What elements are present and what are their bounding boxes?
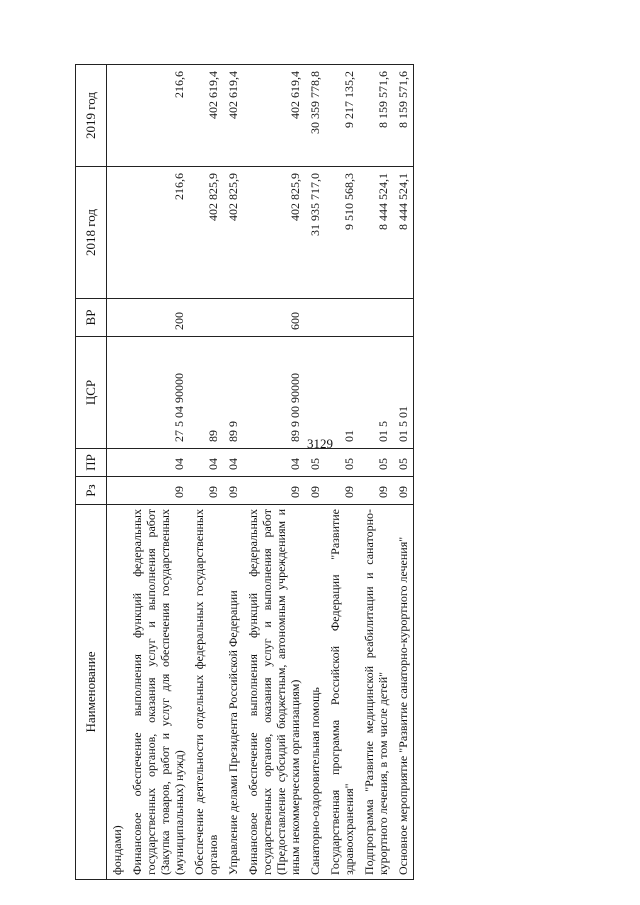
- cell-name: Государственная программа Российской Федерации "Развитие здравоохранения": [325, 505, 359, 880]
- cell-2019: 216,6: [127, 65, 189, 167]
- cell-pr: 05: [305, 449, 325, 477]
- header-pr: ПР: [76, 449, 107, 477]
- cell-rz: 09: [189, 477, 223, 505]
- cell-name: Основное мероприятие "Развитие санаторно-курортного лечения": [393, 505, 414, 880]
- cell-csr: 89 9: [223, 337, 243, 449]
- header-vr: ВР: [76, 299, 107, 337]
- table-header-row: [76, 65, 107, 880]
- cell-vr: 200: [127, 299, 189, 337]
- cell-name: фондами): [107, 505, 128, 880]
- header-rz: Рз: [76, 477, 107, 505]
- cell-csr: 89 9 00 90000: [243, 337, 305, 449]
- cell-csr: 01 5: [359, 337, 393, 449]
- cell-vr: [107, 299, 128, 337]
- cell-pr: 04: [223, 449, 243, 477]
- cell-pr: [107, 449, 128, 477]
- table-row: [325, 65, 359, 880]
- cell-rz: 09: [325, 477, 359, 505]
- table-row: [305, 65, 325, 880]
- header-2019: 2019 год: [76, 65, 107, 167]
- cell-vr: [189, 299, 223, 337]
- header-name: Наименование: [76, 505, 107, 880]
- cell-rz: 09: [223, 477, 243, 505]
- cell-rz: 09: [305, 477, 325, 505]
- cell-2019: 30 359 778,8: [305, 65, 325, 167]
- cell-vr: [393, 299, 414, 337]
- cell-rz: 09: [393, 477, 414, 505]
- cell-csr: [305, 337, 325, 449]
- cell-vr: 600: [243, 299, 305, 337]
- table-row: [359, 65, 393, 880]
- table-row: [189, 65, 223, 880]
- cell-csr: 27 5 04 90000: [127, 337, 189, 449]
- budget-table: [75, 64, 414, 880]
- cell-pr: 05: [325, 449, 359, 477]
- cell-rz: 09: [359, 477, 393, 505]
- cell-pr: 04: [189, 449, 223, 477]
- table-row: [127, 65, 189, 880]
- cell-vr: [305, 299, 325, 337]
- cell-name: Санаторно-оздоровительная помощь: [305, 505, 325, 880]
- cell-rz: 09: [243, 477, 305, 505]
- cell-name: Управление делами Президента Российской Федерации: [223, 505, 243, 880]
- cell-rz: 09: [127, 477, 189, 505]
- cell-csr: 01: [325, 337, 359, 449]
- cell-rz: [107, 477, 128, 505]
- table-row: [223, 65, 243, 880]
- cell-name: Финансовое обеспечение выполнения функций федеральных государственных органов, оказания услуг и выполнения работ (Предоставление субсидий бюджетным, автономным учреждениям и иным некоммерческим организациям): [243, 505, 305, 880]
- cell-2018: 8 444 524,1: [359, 167, 393, 299]
- cell-2018: 8 444 524,1: [393, 167, 414, 299]
- cell-2018: 402 825,9: [223, 167, 243, 299]
- cell-2019: [107, 65, 128, 167]
- page-number: 3129: [307, 436, 333, 451]
- cell-pr: 04: [243, 449, 305, 477]
- cell-vr: [223, 299, 243, 337]
- cell-2018: 216,6: [127, 167, 189, 299]
- cell-csr: [107, 337, 128, 449]
- table-row: [107, 65, 128, 880]
- cell-2018: 9 510 568,3: [325, 167, 359, 299]
- cell-2018: 31 935 717,0: [305, 167, 325, 299]
- cell-2018: [107, 167, 128, 299]
- cell-2018: 402 825,9: [243, 167, 305, 299]
- cell-pr: 05: [393, 449, 414, 477]
- cell-2019: 402 619,4: [243, 65, 305, 167]
- cell-name: Обеспечение деятельности отдельных федеральных государственных органов: [189, 505, 223, 880]
- cell-2019: 8 159 571,6: [359, 65, 393, 167]
- table-row: [393, 65, 414, 880]
- cell-name: Подпрограмма "Развитие медицинской реабилитации и санаторно-курортного лечения, в том числе детей": [359, 505, 393, 880]
- cell-pr: 05: [359, 449, 393, 477]
- cell-csr: 01 5 01: [393, 337, 414, 449]
- header-2018: 2018 год: [76, 167, 107, 299]
- cell-2019: 9 217 135,2: [325, 65, 359, 167]
- cell-2018: 402 825,9: [189, 167, 223, 299]
- cell-2019: 8 159 571,6: [393, 65, 414, 167]
- cell-name: Финансовое обеспечение выполнения функций федеральных государственных органов, оказания услуг и выполнения работ (Закупка товаров, работ и услуг для обеспечения государственных (муниципальных) нужд): [127, 505, 189, 880]
- cell-2019: 402 619,4: [189, 65, 223, 167]
- rotated-page-content: [75, 65, 610, 880]
- cell-vr: [359, 299, 393, 337]
- header-csr: ЦСР: [76, 337, 107, 449]
- cell-vr: [325, 299, 359, 337]
- cell-pr: 04: [127, 449, 189, 477]
- table-row: [243, 65, 305, 880]
- cell-csr: 89: [189, 337, 223, 449]
- cell-2019: 402 619,4: [223, 65, 243, 167]
